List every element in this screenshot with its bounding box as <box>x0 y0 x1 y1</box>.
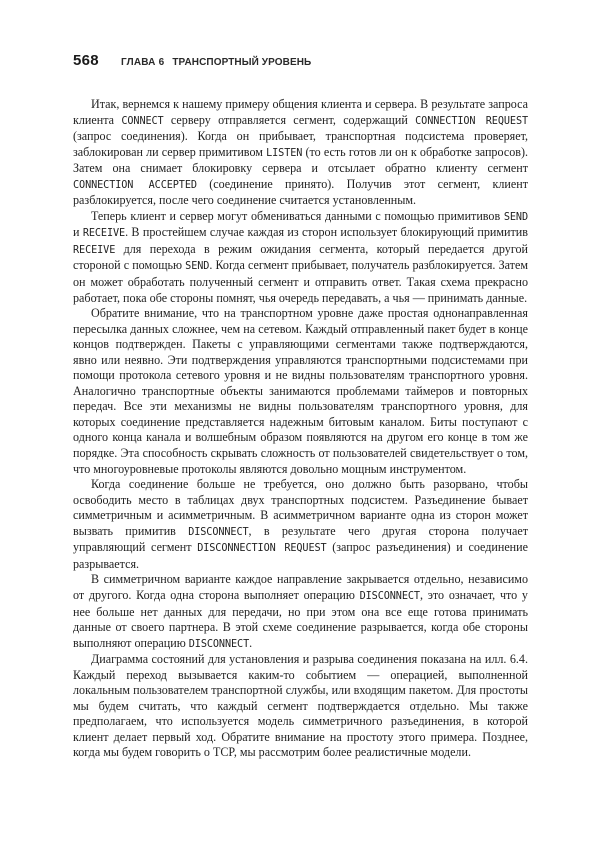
paragraph <box>73 306 528 477</box>
code-term: CONNECT <box>121 115 164 127</box>
text-run: . <box>249 635 253 650</box>
text-run: Обратите внимание, что на транспортном уровне даже простая однонаправленная пересылка данных сложнее, чем на сетевом. Каждый отправленный пакет будет в конце концов подтвержден. Пакеты с управляющими сегментами также подтверждаются, явно или неявно. Эти подтверждения управляются транспортными подсистемами при помощи протокола сетевого уровня и не видны пользователям транспортного уровня. Аналогично транспортные объекты занимаются проблемами таймеров и повторных передач. Все эти механизмы не видны пользователям транспортного уровня, для которых соединение представляется надежным битовым каналом. Биты поступают с одного конца канала и волшебным образом появляются на другом его конце в том же порядке. Эта способность скрывать сложность от пользователей свидетельствует о том, что многоуровневые протоколы являются довольно мощным инструментом. <box>73 306 528 476</box>
text-run: Диаграмма состояний для установления и разрыва соединения показана на илл. 6.4. Каждый переход вызывается каким-то событием — операцией, выполненной локальным пользователем транспортной службы, или входящим пакетом. Для простоты мы будем считать, что каждый сегмент подтверждается отдельно. Мы также предполагаем, что используется модель симметричного разъединения, в которой клиент делает первый ход. Обратите внимание на простоту этого примера. Позднее, когда мы будем говорить о TCP, мы рассмотрим более реалистичные модели. <box>73 652 528 760</box>
text-run: (запрос разъединения) и соединение разрывается. <box>73 540 528 571</box>
body-text <box>73 97 528 761</box>
text-run: (запрос соединения). Когда он прибывает, транспортная подсистема проверяет, заблокирован ли сервер примитивом <box>73 129 528 159</box>
text-run: серверу отправляется сегмент, содержащий <box>163 112 416 127</box>
code-term: SEND <box>185 261 210 273</box>
paragraph <box>73 572 528 652</box>
page-number: 568 <box>73 52 99 69</box>
code-term: DISCONNECT <box>188 526 249 538</box>
text-run: , в результате чего другая сторона получает управляющий сегмент <box>73 523 528 555</box>
text-run: и <box>73 225 83 240</box>
text-run: Итак, вернемся к нашему примеру общения клиента и сервера. В результате запроса клиента <box>73 97 528 127</box>
code-term: DISCONNECT <box>188 638 250 650</box>
code-term: DISCONNECTION REQUEST <box>197 543 327 555</box>
text-run: . В простейшем случае каждая из сторон использует блокирующий примитив <box>125 225 528 240</box>
running-header <box>73 52 311 69</box>
code-term: RECEIVE <box>73 244 116 256</box>
text-run: Когда соединение больше не требуется, оно должно быть разорвано, чтобы освободить место в таблицах двух транспортных подсистем. Разъединение бывает симметричным и асимметричным. В асимметричном варианте одна из сторон может вызвать примитив <box>73 477 528 538</box>
chapter-label: ГЛАВА 6 <box>121 57 165 68</box>
code-term: LISTEN <box>266 147 303 159</box>
text-run: Теперь клиент и сервер могут обмениваться данными с помощью примитивов <box>91 208 504 223</box>
text-run: В симметричном варианте каждое направление закрывается отдельно, независимо от другого. Когда одна сторона выполняет операцию <box>73 572 528 602</box>
text-run: (то есть готов ли он к обработке запросов). Затем она снимает блокировку сервера и отсылает обратно клиенту сегмент <box>73 144 529 176</box>
text-run: для перехода в режим ожидания сегмента, который передается другой стороной с помощью <box>73 241 528 273</box>
code-term: DISCONNECT <box>359 590 420 602</box>
code-term: CONNECTION REQUEST <box>415 115 529 127</box>
code-term: SEND <box>503 211 528 223</box>
text-run: , это означает, что у нее больше нет данных для передачи, но при этом она все еще готова принимать данные от своего партнера. В этой схеме соединение разрывается, когда обе стороны выполняют операцию <box>73 587 528 650</box>
code-term: CONNECTION ACCEPTED <box>73 179 197 191</box>
paragraph <box>73 97 528 209</box>
paragraph <box>73 477 528 572</box>
text-run: (соединение принято). Получив этот сегмент, клиент разблокируется, после чего соединение считается установленным. <box>73 176 528 208</box>
paragraph <box>73 209 528 306</box>
chapter-title: ТРАНСПОРТНЫЙ УРОВЕНЬ <box>172 57 312 68</box>
text-run: . Когда сегмент прибывает, получатель разблокируется. Затем он может обработать полученный сегмент и отправить ответ. Такая схема прекрасно работает, пока обе стороны помнят, чья очередь передавать, а чья — принимать данные. <box>73 258 528 305</box>
paragraph <box>73 652 528 761</box>
code-term: RECEIVE <box>82 228 126 240</box>
